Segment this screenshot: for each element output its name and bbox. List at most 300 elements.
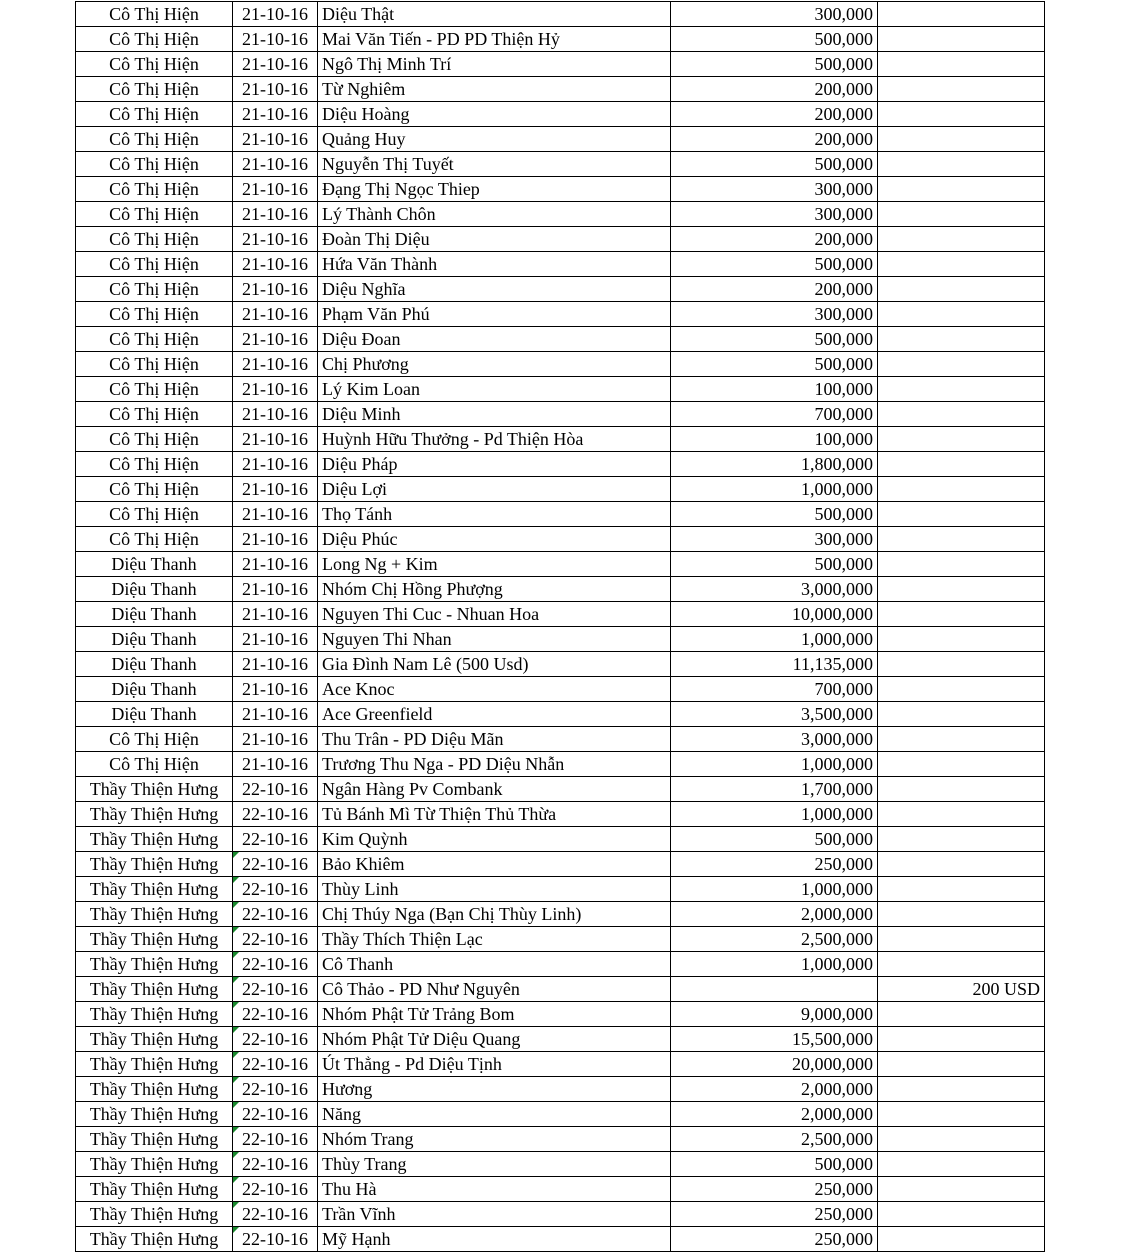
usd-amount-cell: [878, 727, 1045, 752]
donor-name-cell: Diệu Thật: [318, 2, 671, 27]
usd-amount-cell: [878, 127, 1045, 152]
amount-cell: 250,000: [671, 1177, 878, 1202]
usd-amount-cell: [878, 627, 1045, 652]
donor-name-cell: Gia Đình Nam Lê (500 Usd): [318, 652, 671, 677]
amount-cell: 10,000,000: [671, 602, 878, 627]
donor-name-cell: Long Ng + Kim: [318, 552, 671, 577]
table-row: [76, 1227, 1045, 1252]
donor-name-cell: Bảo Khiêm: [318, 852, 671, 877]
date-cell: 22-10-16: [233, 1102, 318, 1127]
usd-amount-cell: [878, 552, 1045, 577]
usd-amount-cell: [878, 102, 1045, 127]
table-row: [76, 1152, 1045, 1177]
usd-amount-cell: [878, 577, 1045, 602]
donor-name-cell: Ngân Hàng Pv Combank: [318, 777, 671, 802]
table-row: [76, 877, 1045, 902]
date-cell: 21-10-16: [233, 377, 318, 402]
table-row: [76, 1002, 1045, 1027]
donor-collector-cell: Diệu Thanh: [76, 627, 233, 652]
donor-name-cell: Ace Knoc: [318, 677, 671, 702]
amount-cell: 700,000: [671, 677, 878, 702]
usd-amount-cell: [878, 352, 1045, 377]
donor-collector-cell: Cô Thị Hiện: [76, 77, 233, 102]
table-row: [76, 1027, 1045, 1052]
table-row: [76, 252, 1045, 277]
donor-name-cell: Hứa Văn Thành: [318, 252, 671, 277]
usd-amount-cell: [878, 152, 1045, 177]
table-row: [76, 327, 1045, 352]
usd-amount-cell: [878, 602, 1045, 627]
amount-cell: 1,000,000: [671, 752, 878, 777]
usd-amount-cell: [878, 202, 1045, 227]
date-cell: 22-10-16: [233, 1002, 318, 1027]
donor-name-cell: Nguyen Thi Nhan: [318, 627, 671, 652]
donor-collector-cell: Cô Thị Hiện: [76, 27, 233, 52]
donor-collector-cell: Thầy Thiện Hưng: [76, 977, 233, 1002]
date-cell: 21-10-16: [233, 527, 318, 552]
donor-collector-cell: Diệu Thanh: [76, 577, 233, 602]
donor-name-cell: Phạm Văn Phú: [318, 302, 671, 327]
donor-collector-cell: Cô Thị Hiện: [76, 52, 233, 77]
table-row: [76, 177, 1045, 202]
donor-collector-cell: Cô Thị Hiện: [76, 752, 233, 777]
donor-name-cell: Diệu Nghĩa: [318, 277, 671, 302]
table-row: [76, 1077, 1045, 1102]
usd-amount-cell: [878, 902, 1045, 927]
date-cell: 21-10-16: [233, 227, 318, 252]
usd-amount-cell: [878, 277, 1045, 302]
table-row: [76, 202, 1045, 227]
date-cell: 22-10-16: [233, 827, 318, 852]
amount-cell: 100,000: [671, 377, 878, 402]
donor-collector-cell: Cô Thị Hiện: [76, 352, 233, 377]
usd-amount-cell: [878, 677, 1045, 702]
amount-cell: 2,000,000: [671, 1077, 878, 1102]
amount-cell: 200,000: [671, 277, 878, 302]
donor-collector-cell: Cô Thị Hiện: [76, 127, 233, 152]
donor-name-cell: Diệu Pháp: [318, 452, 671, 477]
donor-collector-cell: Thầy Thiện Hưng: [76, 1102, 233, 1127]
donor-collector-cell: Cô Thị Hiện: [76, 102, 233, 127]
donor-name-cell: Nguyễn Thị Tuyết: [318, 152, 671, 177]
donor-collector-cell: Cô Thị Hiện: [76, 327, 233, 352]
table-row: [76, 2, 1045, 27]
donor-collector-cell: Diệu Thanh: [76, 652, 233, 677]
donor-name-cell: Ngô Thị Minh Trí: [318, 52, 671, 77]
usd-amount-cell: 200 USD: [878, 977, 1045, 1002]
date-cell: 22-10-16: [233, 1027, 318, 1052]
donor-collector-cell: Thầy Thiện Hưng: [76, 777, 233, 802]
donor-name-cell: Diệu Đoan: [318, 327, 671, 352]
amount-cell: 200,000: [671, 102, 878, 127]
table-row: [76, 302, 1045, 327]
amount-cell: 15,500,000: [671, 1027, 878, 1052]
amount-cell: 1,000,000: [671, 802, 878, 827]
date-cell: 21-10-16: [233, 2, 318, 27]
donor-collector-cell: Cô Thị Hiện: [76, 477, 233, 502]
usd-amount-cell: [878, 227, 1045, 252]
donor-collector-cell: Diệu Thanh: [76, 702, 233, 727]
donor-name-cell: Cô Thanh: [318, 952, 671, 977]
amount-cell: 200,000: [671, 127, 878, 152]
amount-cell: 100,000: [671, 427, 878, 452]
amount-cell: 250,000: [671, 1227, 878, 1252]
amount-cell: 500,000: [671, 152, 878, 177]
donor-collector-cell: Diệu Thanh: [76, 677, 233, 702]
amount-cell: 1,000,000: [671, 952, 878, 977]
date-cell: 21-10-16: [233, 652, 318, 677]
table-row: [76, 852, 1045, 877]
donor-collector-cell: Thầy Thiện Hưng: [76, 852, 233, 877]
donor-name-cell: Kim Quỳnh: [318, 827, 671, 852]
amount-cell: 1,700,000: [671, 777, 878, 802]
table-row: [76, 702, 1045, 727]
date-cell: 21-10-16: [233, 352, 318, 377]
date-cell: 22-10-16: [233, 802, 318, 827]
date-cell: 21-10-16: [233, 627, 318, 652]
donor-collector-cell: Thầy Thiện Hưng: [76, 1152, 233, 1177]
usd-amount-cell: [878, 877, 1045, 902]
donor-collector-cell: Cô Thị Hiện: [76, 427, 233, 452]
usd-amount-cell: [878, 177, 1045, 202]
table-row: [76, 502, 1045, 527]
table-row: [76, 927, 1045, 952]
amount-cell: 9,000,000: [671, 1002, 878, 1027]
usd-amount-cell: [878, 702, 1045, 727]
date-cell: 21-10-16: [233, 127, 318, 152]
usd-amount-cell: [878, 27, 1045, 52]
table-row: [76, 1102, 1045, 1127]
date-cell: 22-10-16: [233, 1052, 318, 1077]
donor-name-cell: Chị Thúy Nga (Bạn Chị Thùy Linh): [318, 902, 671, 927]
usd-amount-cell: [878, 777, 1045, 802]
table-row: [76, 652, 1045, 677]
table-row: [76, 77, 1045, 102]
date-cell: 22-10-16: [233, 902, 318, 927]
amount-cell: 1,000,000: [671, 627, 878, 652]
donor-name-cell: Thùy Linh: [318, 877, 671, 902]
usd-amount-cell: [878, 527, 1045, 552]
amount-cell: 3,500,000: [671, 702, 878, 727]
table-row: [76, 52, 1045, 77]
date-cell: 22-10-16: [233, 952, 318, 977]
usd-amount-cell: [878, 1152, 1045, 1177]
amount-cell: 250,000: [671, 1202, 878, 1227]
donor-collector-cell: Thầy Thiện Hưng: [76, 927, 233, 952]
donor-name-cell: Thu Hà: [318, 1177, 671, 1202]
date-cell: 21-10-16: [233, 302, 318, 327]
date-cell: 21-10-16: [233, 202, 318, 227]
donor-name-cell: Mỹ Hạnh: [318, 1227, 671, 1252]
donor-name-cell: Nguyen Thi Cuc - Nhuan Hoa: [318, 602, 671, 627]
usd-amount-cell: [878, 502, 1045, 527]
date-cell: 22-10-16: [233, 1152, 318, 1177]
date-cell: 22-10-16: [233, 977, 318, 1002]
donor-name-cell: Thọ Tánh: [318, 502, 671, 527]
donor-name-cell: Nhóm Phật Tử Trảng Bom: [318, 1002, 671, 1027]
table-row: [76, 477, 1045, 502]
usd-amount-cell: [878, 302, 1045, 327]
usd-amount-cell: [878, 1227, 1045, 1252]
usd-amount-cell: [878, 452, 1045, 477]
date-cell: 21-10-16: [233, 427, 318, 452]
donor-name-cell: Đoàn Thị Diệu: [318, 227, 671, 252]
donor-name-cell: Trương Thu Nga - PD Diệu Nhẫn: [318, 752, 671, 777]
amount-cell: 500,000: [671, 252, 878, 277]
date-cell: 21-10-16: [233, 477, 318, 502]
amount-cell: 500,000: [671, 552, 878, 577]
amount-cell: [671, 977, 878, 1002]
amount-cell: 2,000,000: [671, 1102, 878, 1127]
usd-amount-cell: [878, 327, 1045, 352]
donor-name-cell: Quảng Huy: [318, 127, 671, 152]
table-row: [76, 977, 1045, 1002]
donor-name-cell: Cô Thảo - PD Như Nguyên: [318, 977, 671, 1002]
amount-cell: 700,000: [671, 402, 878, 427]
table-row: [76, 527, 1045, 552]
donation-rows: [76, 2, 1045, 1252]
donor-name-cell: Hương: [318, 1077, 671, 1102]
table-row: [76, 102, 1045, 127]
amount-cell: 20,000,000: [671, 1052, 878, 1077]
table-row: [76, 677, 1045, 702]
date-cell: 21-10-16: [233, 27, 318, 52]
table-row: [76, 902, 1045, 927]
donor-name-cell: Huỳnh Hữu Thưởng - Pd Thiện Hòa: [318, 427, 671, 452]
table-row: [76, 27, 1045, 52]
donor-name-cell: Nhóm Phật Tử Diệu Quang: [318, 1027, 671, 1052]
usd-amount-cell: [878, 802, 1045, 827]
donor-name-cell: Út Thẳng - Pd Diệu Tịnh: [318, 1052, 671, 1077]
donor-name-cell: Mai Văn Tiến - PD PD Thiện Hỷ: [318, 27, 671, 52]
donor-collector-cell: Thầy Thiện Hưng: [76, 1027, 233, 1052]
donor-name-cell: Tủ Bánh Mì Từ Thiện Thủ Thừa: [318, 802, 671, 827]
date-cell: 22-10-16: [233, 1127, 318, 1152]
amount-cell: 11,135,000: [671, 652, 878, 677]
donor-name-cell: Thùy Trang: [318, 1152, 671, 1177]
table-row: [76, 227, 1045, 252]
donor-name-cell: Ace Greenfield: [318, 702, 671, 727]
amount-cell: 300,000: [671, 527, 878, 552]
amount-cell: 300,000: [671, 302, 878, 327]
donor-collector-cell: Cô Thị Hiện: [76, 527, 233, 552]
table-row: [76, 727, 1045, 752]
table-row: [76, 127, 1045, 152]
usd-amount-cell: [878, 2, 1045, 27]
table-row: [76, 777, 1045, 802]
donor-collector-cell: Thầy Thiện Hưng: [76, 1002, 233, 1027]
donor-collector-cell: Cô Thị Hiện: [76, 377, 233, 402]
date-cell: 21-10-16: [233, 402, 318, 427]
table-row: [76, 452, 1045, 477]
donor-name-cell: Nhóm Chị Hồng Phượng: [318, 577, 671, 602]
date-cell: 21-10-16: [233, 152, 318, 177]
amount-cell: 500,000: [671, 502, 878, 527]
usd-amount-cell: [878, 1127, 1045, 1152]
donor-name-cell: Từ Nghiêm: [318, 77, 671, 102]
donor-name-cell: Lý Kim Loan: [318, 377, 671, 402]
donor-collector-cell: Cô Thị Hiện: [76, 452, 233, 477]
table-row: [76, 352, 1045, 377]
amount-cell: 500,000: [671, 27, 878, 52]
donor-collector-cell: Thầy Thiện Hưng: [76, 1052, 233, 1077]
date-cell: 21-10-16: [233, 452, 318, 477]
usd-amount-cell: [878, 252, 1045, 277]
usd-amount-cell: [878, 1052, 1045, 1077]
amount-cell: 2,000,000: [671, 902, 878, 927]
usd-amount-cell: [878, 477, 1045, 502]
usd-amount-cell: [878, 52, 1045, 77]
donor-name-cell: Nhóm Trang: [318, 1127, 671, 1152]
usd-amount-cell: [878, 652, 1045, 677]
amount-cell: 1,000,000: [671, 477, 878, 502]
date-cell: 21-10-16: [233, 52, 318, 77]
donor-collector-cell: Thầy Thiện Hưng: [76, 902, 233, 927]
donor-collector-cell: Cô Thị Hiện: [76, 252, 233, 277]
amount-cell: 250,000: [671, 852, 878, 877]
date-cell: 21-10-16: [233, 277, 318, 302]
date-cell: 21-10-16: [233, 727, 318, 752]
usd-amount-cell: [878, 377, 1045, 402]
usd-amount-cell: [878, 827, 1045, 852]
usd-amount-cell: [878, 1027, 1045, 1052]
date-cell: 22-10-16: [233, 1227, 318, 1252]
amount-cell: 500,000: [671, 327, 878, 352]
amount-cell: 3,000,000: [671, 727, 878, 752]
table-row: [76, 952, 1045, 977]
table-row: [76, 1177, 1045, 1202]
usd-amount-cell: [878, 402, 1045, 427]
date-cell: 21-10-16: [233, 752, 318, 777]
usd-amount-cell: [878, 952, 1045, 977]
amount-cell: 300,000: [671, 2, 878, 27]
amount-cell: 500,000: [671, 352, 878, 377]
donor-collector-cell: Cô Thị Hiện: [76, 277, 233, 302]
amount-cell: 1,000,000: [671, 877, 878, 902]
usd-amount-cell: [878, 752, 1045, 777]
donor-collector-cell: Thầy Thiện Hưng: [76, 877, 233, 902]
table-row: [76, 1202, 1045, 1227]
donor-collector-cell: Thầy Thiện Hưng: [76, 952, 233, 977]
table-row: [76, 427, 1045, 452]
donor-collector-cell: Cô Thị Hiện: [76, 2, 233, 27]
table-row: [76, 827, 1045, 852]
date-cell: 22-10-16: [233, 777, 318, 802]
usd-amount-cell: [878, 1102, 1045, 1127]
usd-amount-cell: [878, 927, 1045, 952]
donor-collector-cell: Cô Thị Hiện: [76, 177, 233, 202]
date-cell: 21-10-16: [233, 77, 318, 102]
amount-cell: 1,800,000: [671, 452, 878, 477]
donor-collector-cell: Thầy Thiện Hưng: [76, 1227, 233, 1252]
date-cell: 22-10-16: [233, 1202, 318, 1227]
amount-cell: 300,000: [671, 177, 878, 202]
usd-amount-cell: [878, 427, 1045, 452]
donor-name-cell: Đạng Thị Ngọc Thiep: [318, 177, 671, 202]
date-cell: 22-10-16: [233, 1077, 318, 1102]
date-cell: 22-10-16: [233, 877, 318, 902]
table-row: [76, 1127, 1045, 1152]
amount-cell: 3,000,000: [671, 577, 878, 602]
donor-collector-cell: Thầy Thiện Hưng: [76, 802, 233, 827]
amount-cell: 200,000: [671, 77, 878, 102]
donor-collector-cell: Cô Thị Hiện: [76, 502, 233, 527]
date-cell: 22-10-16: [233, 927, 318, 952]
amount-cell: 300,000: [671, 202, 878, 227]
donor-name-cell: Thầy Thích Thiện Lạc: [318, 927, 671, 952]
table-row: [76, 627, 1045, 652]
date-cell: 22-10-16: [233, 1177, 318, 1202]
amount-cell: 500,000: [671, 1152, 878, 1177]
donor-name-cell: Diệu Minh: [318, 402, 671, 427]
usd-amount-cell: [878, 1002, 1045, 1027]
donor-name-cell: Diệu Hoàng: [318, 102, 671, 127]
donor-name-cell: Thu Trân - PD Diệu Mãn: [318, 727, 671, 752]
donor-name-cell: Chị Phương: [318, 352, 671, 377]
usd-amount-cell: [878, 1202, 1045, 1227]
donor-collector-cell: Thầy Thiện Hưng: [76, 827, 233, 852]
amount-cell: 200,000: [671, 227, 878, 252]
donor-collector-cell: Thầy Thiện Hưng: [76, 1077, 233, 1102]
date-cell: 22-10-16: [233, 852, 318, 877]
table-row: [76, 802, 1045, 827]
donor-collector-cell: Cô Thị Hiện: [76, 152, 233, 177]
table-row: [76, 752, 1045, 777]
amount-cell: 2,500,000: [671, 1127, 878, 1152]
amount-cell: 500,000: [671, 827, 878, 852]
donor-collector-cell: Thầy Thiện Hưng: [76, 1177, 233, 1202]
date-cell: 21-10-16: [233, 577, 318, 602]
donor-collector-cell: Diệu Thanh: [76, 602, 233, 627]
date-cell: 21-10-16: [233, 252, 318, 277]
date-cell: 21-10-16: [233, 552, 318, 577]
donor-collector-cell: Diệu Thanh: [76, 552, 233, 577]
table-row: [76, 552, 1045, 577]
usd-amount-cell: [878, 1177, 1045, 1202]
donor-collector-cell: Cô Thị Hiện: [76, 302, 233, 327]
date-cell: 21-10-16: [233, 177, 318, 202]
date-cell: 21-10-16: [233, 502, 318, 527]
table-row: [76, 152, 1045, 177]
donor-name-cell: Diệu Phúc: [318, 527, 671, 552]
usd-amount-cell: [878, 1077, 1045, 1102]
donor-collector-cell: Cô Thị Hiện: [76, 202, 233, 227]
donor-collector-cell: Thầy Thiện Hưng: [76, 1127, 233, 1152]
donation-table: [75, 1, 1045, 1252]
amount-cell: 500,000: [671, 52, 878, 77]
table-row: [76, 402, 1045, 427]
date-cell: 21-10-16: [233, 102, 318, 127]
donor-collector-cell: Cô Thị Hiện: [76, 227, 233, 252]
table-row: [76, 577, 1045, 602]
date-cell: 21-10-16: [233, 677, 318, 702]
donor-collector-cell: Thầy Thiện Hưng: [76, 1202, 233, 1227]
amount-cell: 2,500,000: [671, 927, 878, 952]
table-row: [76, 277, 1045, 302]
donor-name-cell: Lý Thành Chôn: [318, 202, 671, 227]
table-row: [76, 602, 1045, 627]
usd-amount-cell: [878, 77, 1045, 102]
usd-amount-cell: [878, 852, 1045, 877]
table-row: [76, 377, 1045, 402]
date-cell: 21-10-16: [233, 327, 318, 352]
donor-collector-cell: Cô Thị Hiện: [76, 727, 233, 752]
donor-name-cell: Diệu Lợi: [318, 477, 671, 502]
table-row: [76, 1052, 1045, 1077]
donor-name-cell: Năng: [318, 1102, 671, 1127]
donor-name-cell: Trần Vĩnh: [318, 1202, 671, 1227]
date-cell: 21-10-16: [233, 702, 318, 727]
